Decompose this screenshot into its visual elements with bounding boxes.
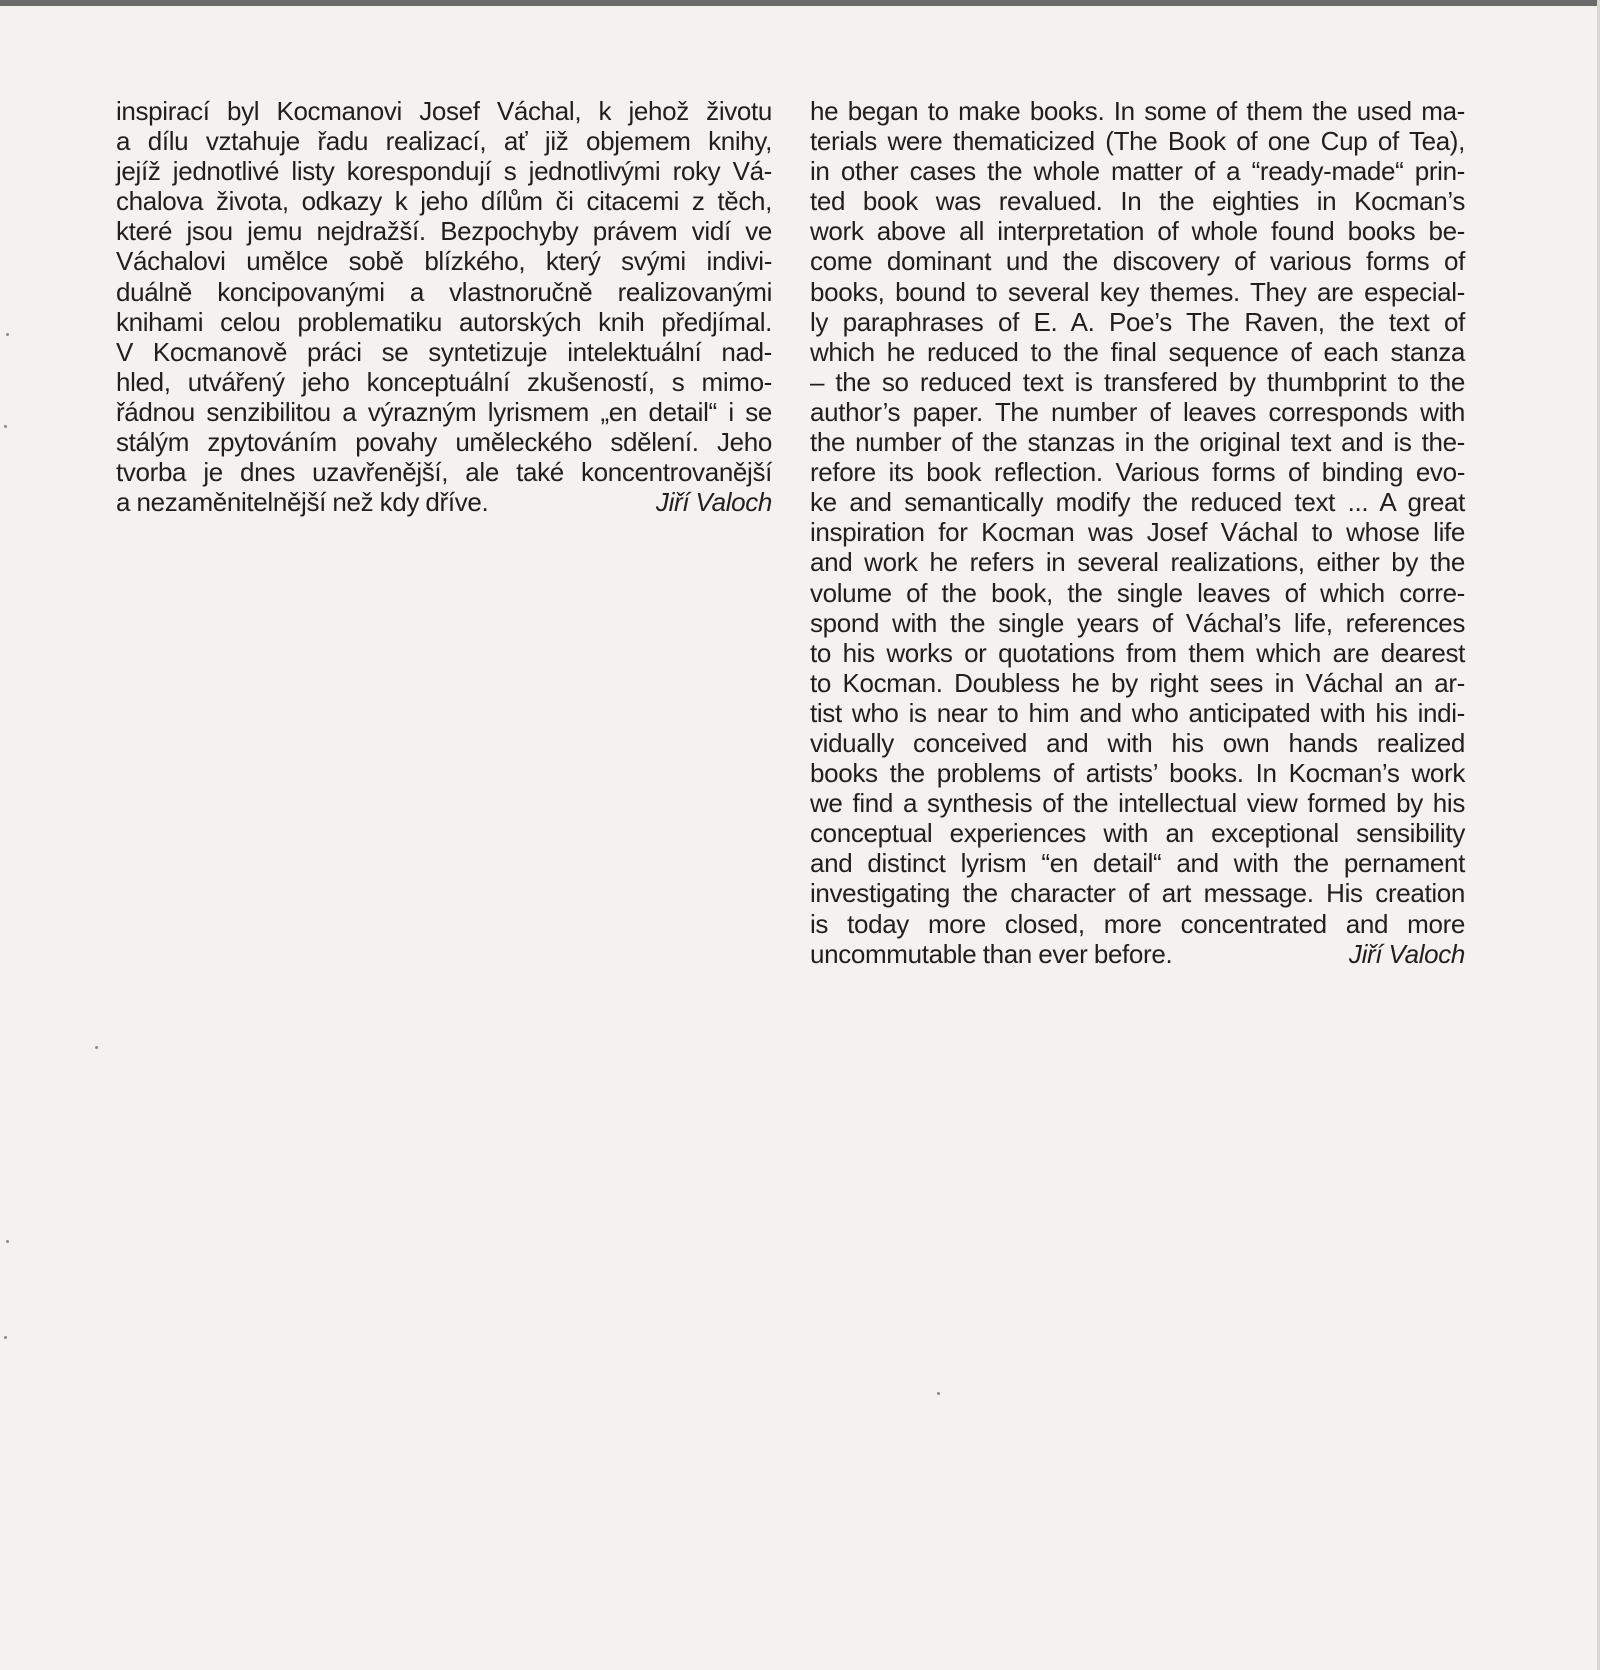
paper-speck <box>6 333 9 336</box>
text-line: conceptual experiences with an exceptional sensibility <box>810 818 1465 849</box>
text-line: ly paraphrases of E. A. Poe’s The Raven, the text of <box>810 306 1465 337</box>
text-line: stálým zpytováním povahy uměleckého sdělení. Jeho <box>116 427 772 458</box>
text-line: jejíž jednotlivé listy korespondují s jednotlivými roky Vá- <box>116 156 772 187</box>
text-line: inspirací byl Kocmanovi Josef Váchal, k jehož životu <box>116 96 772 126</box>
closing-line <box>116 487 772 517</box>
paper-speck <box>95 1046 98 1049</box>
text-line: and distinct lyrism “en detail“ and with the pernament <box>810 848 1465 879</box>
text-line: vidually conceived and with his own hands realized <box>810 727 1465 758</box>
text-line: and work he refers in several realizations, either by the <box>810 547 1465 578</box>
text-line: books the problems of artists’ books. In Kocman’s work <box>810 758 1465 789</box>
text-line: the number of the stanzas in the original text and is the- <box>810 427 1465 458</box>
text-line: to Kocman. Doubless he by right sees in Váchal an ar- <box>810 667 1465 698</box>
text-line: knihami celou problematiku autorských knih předjímal. <box>116 306 772 337</box>
author-signature: Jiří Valoch <box>655 487 772 518</box>
text-line: inspiration for Kocman was Josef Váchal to whose life <box>810 517 1465 548</box>
text-line: spond with the single years of Váchal’s life, references <box>810 607 1465 638</box>
paper-speck <box>6 1240 9 1243</box>
text-line: které jsou jemu nejdražší. Bezpochyby právem vidí ve <box>116 216 772 247</box>
text-line: a dílu vztahuje řadu realizací, ať již objemem knihy, <box>116 126 772 157</box>
text-line: refore its book reflection. Various forms of binding evo- <box>810 457 1465 488</box>
text-line: ke and semantically modify the reduced text ... A great <box>810 487 1465 518</box>
text-line: hled, utvářený jeho konceptuální zkušeností, s mimo- <box>116 366 772 397</box>
text-line: tvorba je dnes uzavřenější, ale také koncentrovanější <box>116 457 772 488</box>
closing-line <box>810 939 1465 969</box>
closing-text: uncommutable than ever before. <box>810 938 1173 969</box>
text-line: investigating the character of art message. His creation <box>810 878 1465 909</box>
text-line: which he reduced to the final sequence of each stanza <box>810 336 1465 367</box>
text-line: to his works or quotations from them which are dearest <box>810 637 1465 668</box>
text-line: V Kocmanově práci se syntetizuje intelektuální nad- <box>116 336 772 367</box>
text-line: we find a synthesis of the intellectual view formed by his <box>810 788 1465 819</box>
text-line: is today more closed, more concentrated and more <box>810 908 1465 939</box>
czech-text-column <box>116 96 772 517</box>
author-signature: Jiří Valoch <box>1348 938 1465 969</box>
text-line: work above all interpretation of whole found books be- <box>810 216 1465 247</box>
text-line: author’s paper. The number of leaves corresponds with <box>810 396 1465 427</box>
paper-speck <box>4 1336 7 1339</box>
page-top-edge <box>0 0 1600 6</box>
text-line: terials were thematicized (The Book of one Cup of Tea), <box>810 126 1465 157</box>
text-line: Váchalovi umělce sobě blízkého, který svými indivi- <box>116 246 772 277</box>
english-text-column <box>810 96 1465 969</box>
text-line: come dominant und the discovery of various forms of <box>810 246 1465 277</box>
text-line: tist who is near to him and who anticipated with his indi- <box>810 697 1465 728</box>
text-line: chalova života, odkazy k jeho dílům či citacemi z těch, <box>116 186 772 217</box>
text-line: duálně koncipovanými a vlastnoručně realizovanými <box>116 276 772 307</box>
text-line: volume of the book, the single leaves of which corre- <box>810 577 1465 608</box>
text-line: books, bound to several key themes. They are especial- <box>810 276 1465 307</box>
paper-speck <box>937 1392 940 1395</box>
text-line: he began to make books. In some of them the used ma- <box>810 96 1465 126</box>
closing-text: a nezaměnitelnější než kdy dříve. <box>116 487 489 518</box>
text-line: ted book was revalued. In the eighties in Kocman’s <box>810 186 1465 217</box>
text-line: řádnou senzibilitou a výrazným lyrismem „en detail“ i se <box>116 396 772 427</box>
text-line: – the so reduced text is transfered by thumbprint to the <box>810 366 1465 397</box>
text-line: in other cases the whole matter of a “ready-made“ prin- <box>810 156 1465 187</box>
paper-speck <box>4 425 7 428</box>
